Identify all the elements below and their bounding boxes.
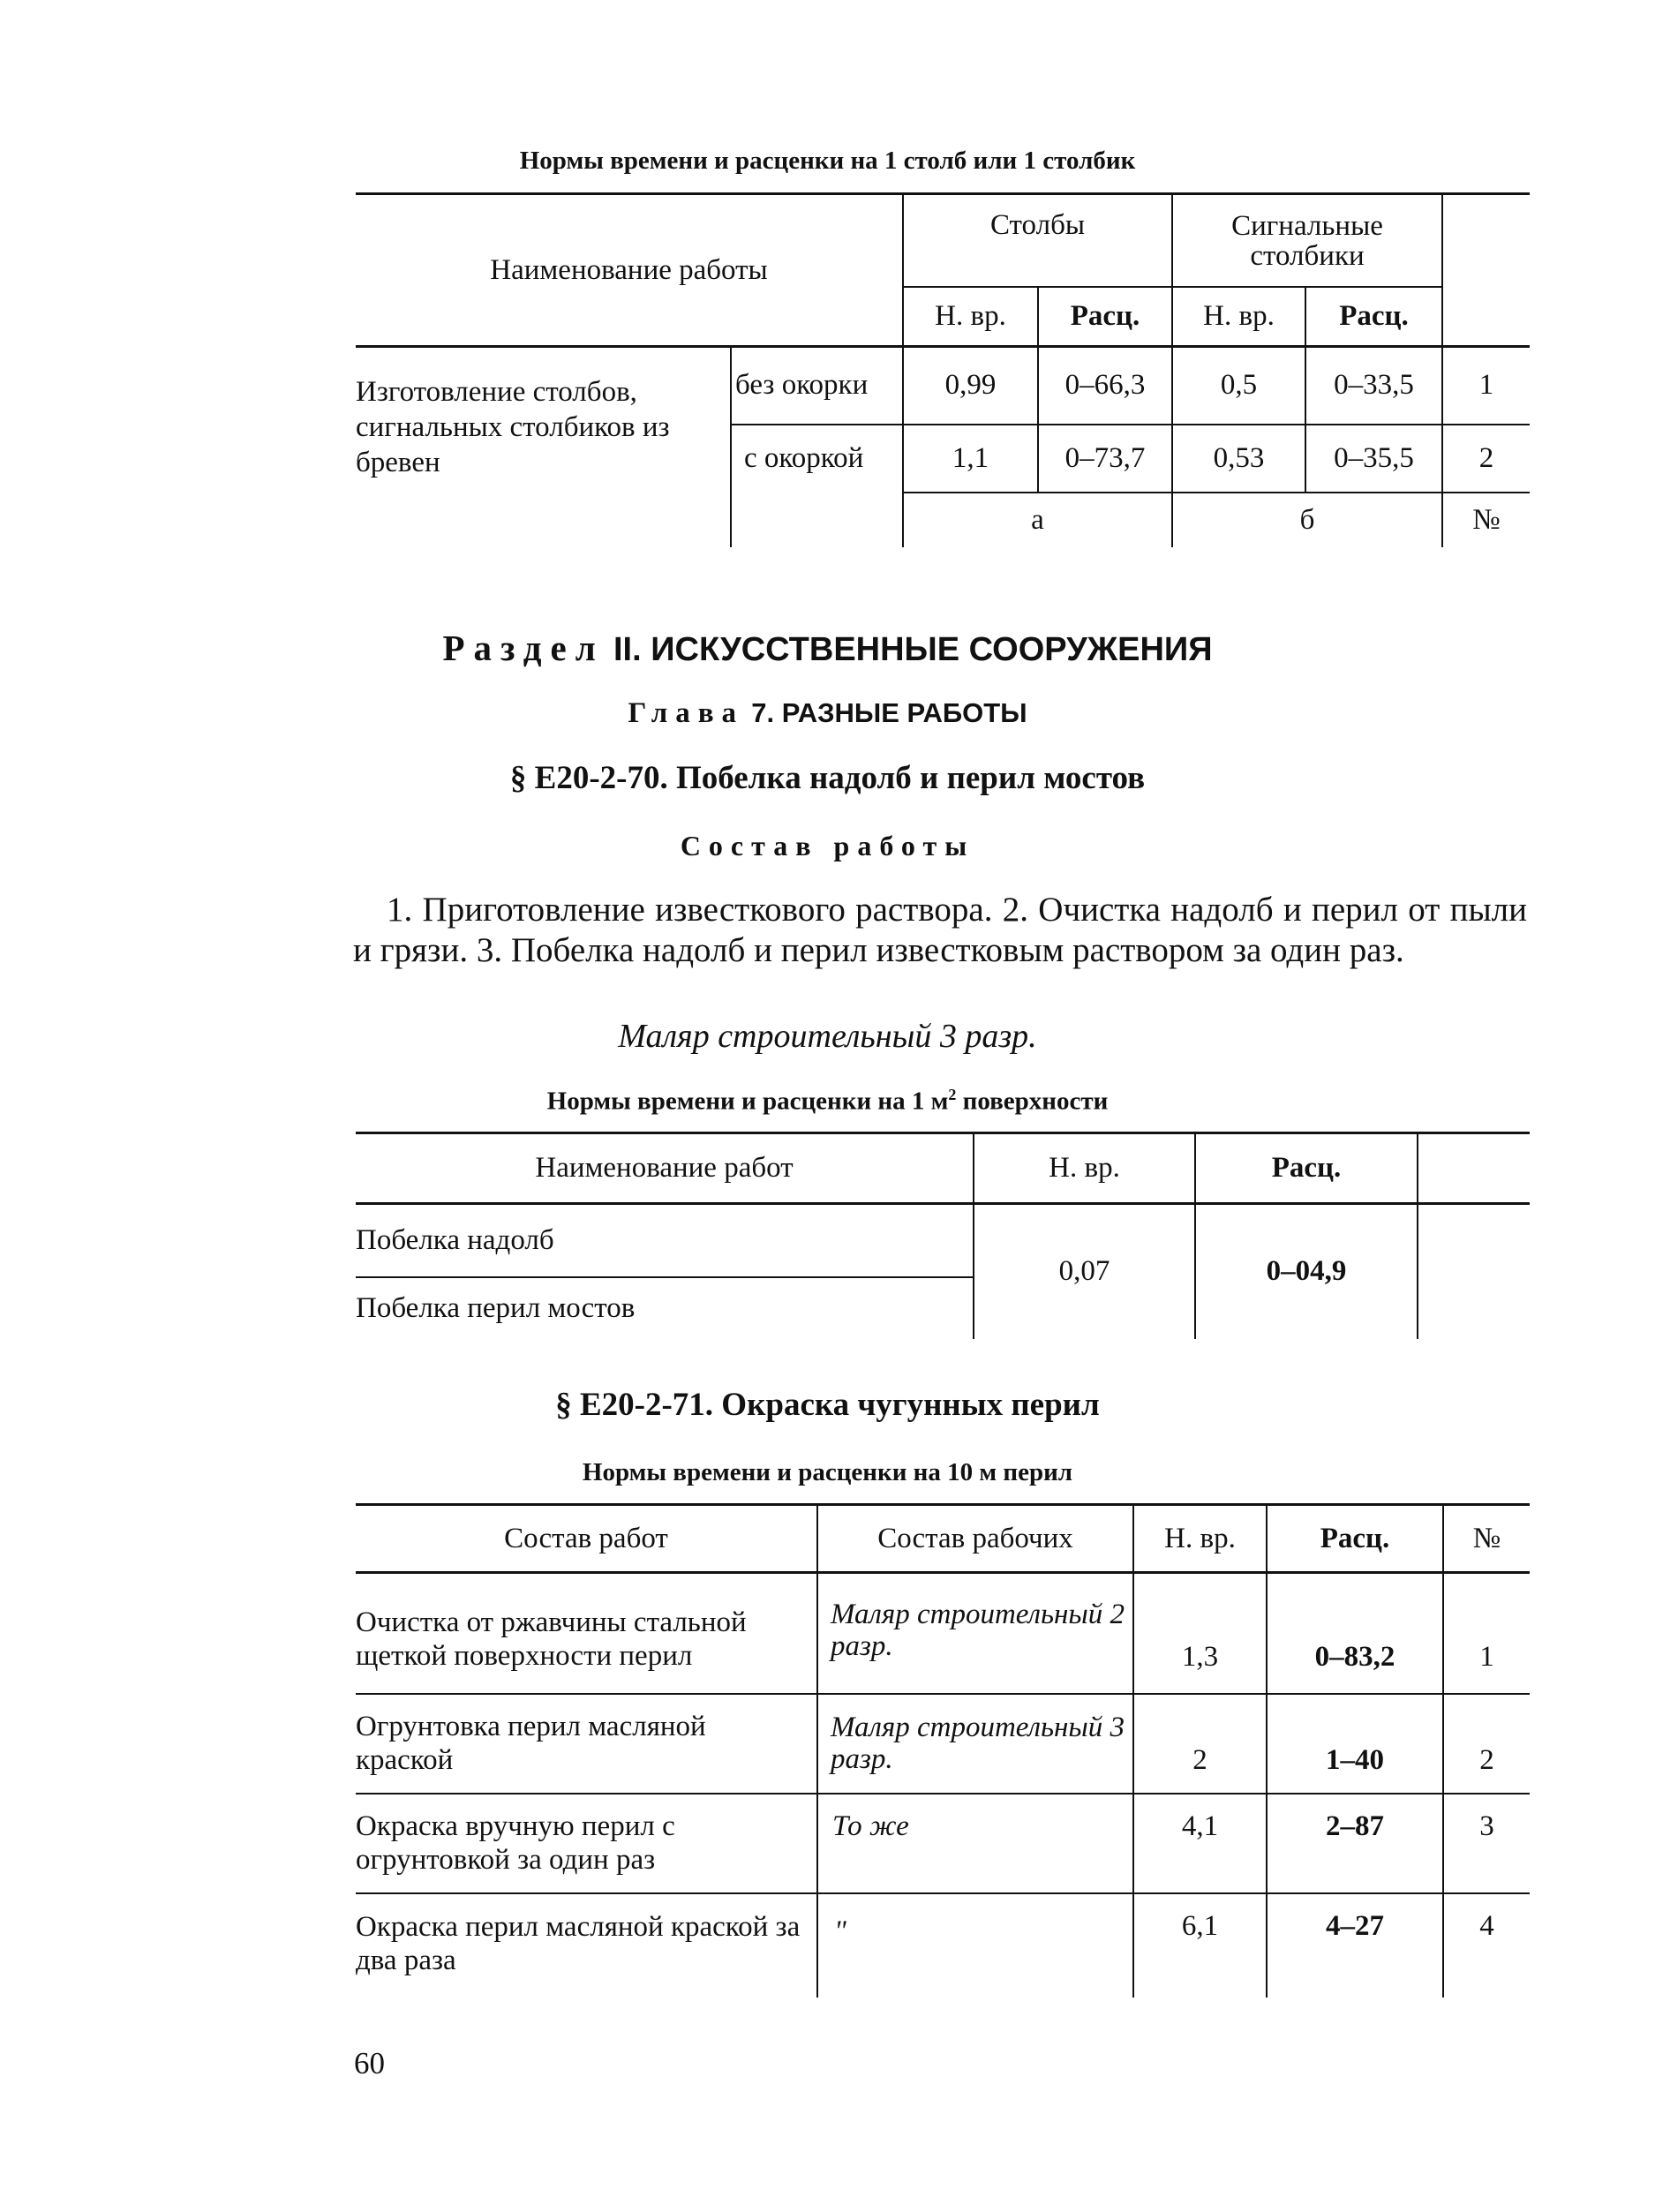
chapter-heading: Глава 7. РАЗНЫЕ РАБОТЫ (628, 697, 1027, 729)
t3-row3-work: Окраска вручную перил с огрунтовкой за один раз (356, 1794, 817, 1893)
t1-row2-num: 2 (1442, 425, 1530, 493)
t2-empty (1418, 1204, 1530, 1339)
t1-work-name: Изготовление столбов, сигнальных столбиков из бревен (356, 347, 731, 547)
t3-head-crew: Состав рабочих (817, 1505, 1133, 1573)
table2 (356, 1132, 1530, 1339)
t1-foot-b: б (1172, 493, 1442, 547)
t1-row1-variant: без окорки (731, 347, 903, 425)
t2-hvr: 0,07 (974, 1204, 1195, 1339)
t3-row1-hvr: 1,3 (1133, 1573, 1267, 1694)
t3-row2-work: Огрунтовка перил масляной краской (356, 1694, 817, 1794)
t1-row2-v4: 0–35,5 (1305, 425, 1442, 493)
t3-row4-num: 4 (1443, 1893, 1530, 1998)
t3-row1-num: 1 (1443, 1573, 1530, 1694)
table2-caption: Нормы времени и расценки на 1 $м^2$ поверхности (546, 1086, 1109, 1116)
t1-row2-v2: 0–73,7 (1038, 425, 1172, 493)
t1-foot-empty (731, 493, 903, 547)
t1-row1-v4: 0–33,5 (1305, 347, 1442, 425)
t1-head-rasc2: Расц. (1305, 287, 1442, 347)
table3-caption: Нормы времени и расценки на 10 м перил (582, 1458, 1073, 1486)
composition-text: 1. Приготовление известкового раствора. 2. Очистка надолб и перил от пыли и грязи. 3. Побелка надолб и перил известковым раствором за один раз. (353, 891, 1527, 969)
t3-row3-hvr: 4,1 (1133, 1794, 1267, 1893)
t3-head-num: № (1443, 1505, 1530, 1573)
t3-row4-work: Окраска перил масляной краской за два раза (356, 1893, 817, 1998)
t3-row4-hvr: 6,1 (1133, 1893, 1267, 1998)
t1-row1-v2: 0–66,3 (1038, 347, 1172, 425)
t2-head-name: Наименование работ (356, 1133, 974, 1204)
t1-head-group2: Сигнальные столбики (1172, 194, 1442, 287)
table3 (356, 1503, 1530, 1998)
t3-head-work: Состав работ (356, 1505, 817, 1573)
table1-caption: Нормы времени и расценки на 1 столб или 1 столбик (519, 147, 1136, 175)
t1-head-hvr1: Н. вр. (903, 287, 1038, 347)
t1-row1-v3: 0,5 (1172, 347, 1305, 425)
t3-row3-rasc: 2–87 (1267, 1794, 1443, 1893)
t1-head-rasc1: Расц. (1038, 287, 1172, 347)
t2-row1-name: Побелка надолб (356, 1204, 974, 1277)
t3-row2-crew: Маляр строительный 3 разр. (817, 1694, 1133, 1794)
para71-title: § Е20-2-71. Окраска чугунных перил (555, 1387, 1100, 1423)
t3-row1-work: Очистка от ржавчины стальной щеткой поверхности перил (356, 1573, 817, 1694)
t2-rasc: 0–04,9 (1195, 1204, 1418, 1339)
t3-row2-hvr: 2 (1133, 1694, 1267, 1794)
t3-row3-num: 3 (1443, 1794, 1530, 1893)
t3-row4-rasc: 4–27 (1267, 1893, 1443, 1998)
t1-head-hvr2: Н. вр. (1172, 287, 1305, 347)
worker-line: Маляр строительный 3 разр. (618, 1018, 1037, 1055)
t2-head-hvr: Н. вр. (974, 1133, 1195, 1204)
composition-heading: Состав работы (680, 830, 975, 861)
t3-head-rasc: Расц. (1267, 1505, 1443, 1573)
t1-row2-v1: 1,1 (903, 425, 1038, 493)
t3-row4-crew: " (817, 1893, 1133, 1998)
t2-head-rasc: Расц. (1195, 1133, 1418, 1204)
t1-head-name: Наименование работы (356, 194, 903, 347)
t3-row1-crew: Маляр строительный 2 разр. (817, 1573, 1133, 1694)
t2-head-empty (1418, 1133, 1530, 1204)
t3-row1-rasc: 0–83,2 (1267, 1573, 1443, 1694)
t3-row3-crew: То же (817, 1794, 1133, 1893)
t1-row1-v1: 0,99 (903, 347, 1038, 425)
table1 (356, 192, 1530, 547)
t1-row1-num: 1 (1442, 347, 1530, 425)
t3-row2-num: 2 (1443, 1694, 1530, 1794)
t2-row2-name: Побелка перил мостов (356, 1277, 974, 1339)
part-heading: Раздел II. ИСКУССТВЕННЫЕ СООРУЖЕНИЯ (442, 628, 1213, 668)
t1-row2-v3: 0,53 (1172, 425, 1305, 493)
page-number: 60 (354, 2046, 385, 2080)
t1-foot-num: № (1442, 493, 1530, 547)
t1-foot-a: а (903, 493, 1172, 547)
t1-head-group1: Столбы (903, 194, 1172, 287)
para70-title: § Е20-2-70. Побелка надолб и перил мостов (509, 760, 1146, 796)
t1-row2-variant: с окоркой (731, 425, 903, 493)
t3-row2-rasc: 1–40 (1267, 1694, 1443, 1794)
t3-head-hvr: Н. вр. (1133, 1505, 1267, 1573)
t1-head-num (1442, 194, 1530, 347)
